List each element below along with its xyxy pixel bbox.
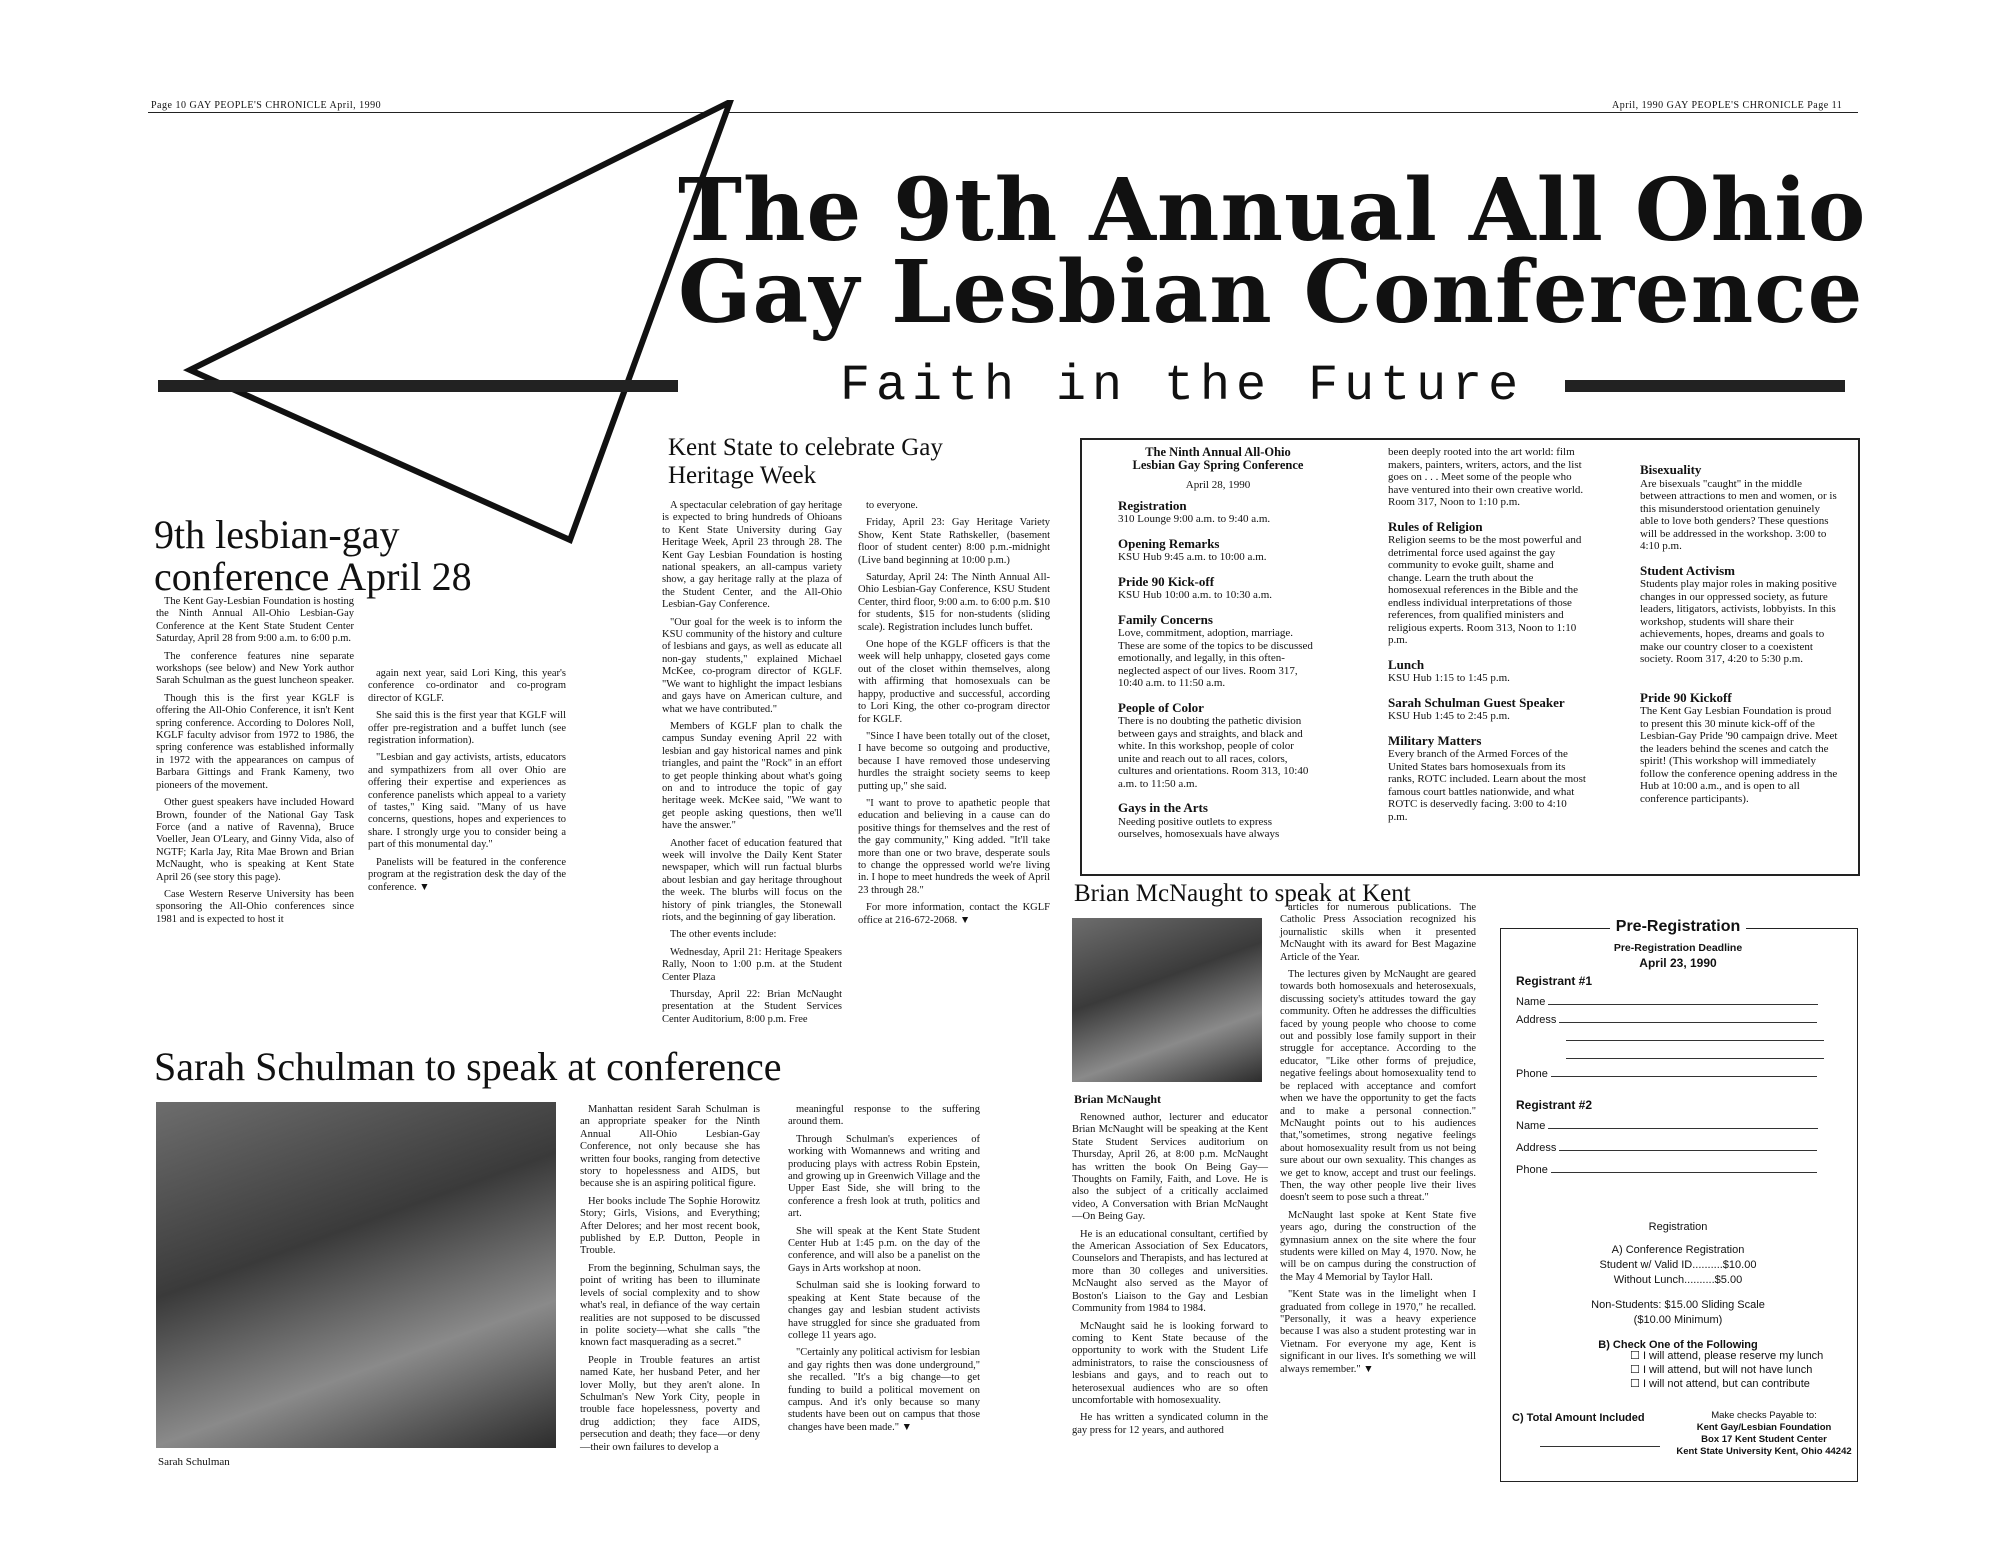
paragraph: Though this is the first year KGLF is offering the All-Ohio Conference, it isn't Kent spring conference. According to Dolores Noll, KGLF faculty advisor from 1972 to 1986, the spring conference was established informally in 1972 with the appearances on campus of Barbara Gittings and Frank Kameny, two pioneers of the movement. — [156, 692, 354, 791]
mcnaught-col2 — [1280, 902, 1476, 1381]
paragraph: He has written a syndicated column in the gay press for 12 years, and authored — [1072, 1412, 1268, 1436]
registration-label: Registration — [1648, 1221, 1708, 1233]
address-field-2[interactable]: Address — [1516, 1142, 1846, 1154]
schedule-col2 — [1388, 446, 1588, 835]
paragraph: meaningful response to the suffering around them. — [788, 1104, 980, 1128]
schedule-item: Bisexuality Are bisexuals "caught" in the middle between attractions to men and women, or is this misunderstood orientation genuinely able to love both genders? These questions will be addressed in the workshop. 3:00 to 4:10 p.m. — [1640, 462, 1837, 552]
paragraph: The other events include: — [670, 929, 777, 941]
mcnaught-photo — [1072, 918, 1262, 1082]
schedule-item: Gays in the Arts Needing positive outlets to express ourselves, homosexuals have always — [1118, 800, 1280, 840]
paragraph: "I want to prove to apathetic people that education and believing in a cause can do positive things for themselves and the rest of the gay community," King added. "It'll take more than one or two brave, desperate souls to change the oppressed world we're living in. I hope to meet hundreds the week of April 23 through 28." — [858, 797, 1050, 896]
schulman-photo — [156, 1102, 556, 1448]
schedule-header-line2: Lesbian Gay Spring Conference — [1132, 457, 1304, 472]
schulman-col2 — [788, 1104, 980, 1439]
paragraph: Friday, April 23: Gay Heritage Variety Show, Kent State Rathskeller, (basement floor of student center) 8:00 p.m.-midnight (Live band beginning at 10:00 p.m.) — [858, 517, 1050, 566]
paragraph: McNaught last spoke at Kent State five years ago, during the construction of the gymnasium annex on the site where the four students were killed on May 4, 1970. Now, he will be on campus during the construction of the May 4 Memorial by Taylor Hall. — [1280, 1209, 1476, 1283]
conference-headline: 9th lesbian-gay conference April 28 — [154, 512, 472, 599]
paragraph: From the beginning, Schulman says, the point of writing has been to illuminate levels of social complexity and to show what's real, in defiance of the way certain realities are not supposed to be discussed in polite society—what she calls "the known fact masquerading as a secret." — [580, 1262, 760, 1349]
name-field-1[interactable]: Name — [1516, 996, 1846, 1008]
paragraph: The Kent Gay-Lesbian Foundation is hosting the Ninth Annual All-Ohio Lesbian-Gay Conference at the Kent State Student Center Saturday, April 28 from 9:00 a.m. to 6:00 p.m. — [156, 596, 354, 645]
schedule-item: Rules of Religion Religion seems to be the most powerful and detrimental force used against the gay community to evoke guilt, shame and change. Learn the truth about the homosexual references in the Bible and the endless individual interpretations of those references, from qualified ministers and religious experts. Room 313, Noon to 1:10 p.m. — [1388, 518, 1582, 646]
org-name: Kent Gay/Lesbian Foundation — [1696, 1422, 1832, 1433]
paragraph: again next year, said Lori King, this year's conference co-ordinator and co-program director of KGLF. — [368, 668, 566, 704]
banner-title-line1: The 9th Annual All Ohio — [678, 160, 1867, 261]
fee-section — [1500, 1220, 1856, 1353]
registrant-1-label: Registrant #1 — [1516, 974, 1593, 988]
payable-label: Make checks Payable to: — [1711, 1410, 1817, 1421]
phone-field-1[interactable]: Phone — [1516, 1068, 1846, 1080]
schedule-col3 — [1640, 464, 1838, 817]
fee-student: Student w/ Valid ID..........$10.00 — [1599, 1259, 1757, 1271]
schulman-caption: Sarah Schulman — [158, 1456, 230, 1468]
total-amount-label: C) Total Amount Included — [1512, 1412, 1645, 1424]
paragraph: Schulman said she is looking forward to speaking at Kent State because of the changes gay and lesbian student activists have struggled for since she graduated from college 11 years ago. — [788, 1280, 980, 1341]
paragraph: For more information, contact the KGLF office at 216-672-2068. ▼ — [858, 902, 1050, 926]
paragraph: Members of KGLF plan to chalk the campus Sunday evening April 22 with lesbian and gay historical names and pink triangles, and paint the "Rock" in an effort to get people thinking about what's going on and to introduce the topic of gay heritage week. McKee said, "We want to get people asking questions, then we'll have the answer." — [662, 720, 842, 832]
banner-rule-left — [158, 380, 678, 392]
paragraph: Saturday, April 24: The Ninth Annual All-Ohio Lesbian-Gay Conference, KSU Student Center, third floor, 9:00 a.m. to 6:00 p.m. $10 for students, $15 for non-students (sliding scale). Registration includes lunch buffet. — [858, 572, 1050, 633]
paragraph: Wednesday, April 21: Heritage Speakers Rally, Noon to 1:00 p.m. at the Student Center Plaza — [662, 946, 842, 983]
pre-registration-title: Pre-Registration — [1610, 918, 1746, 935]
paragraph: "Kent State was in the limelight when I graduated from college in 1970," he recalled. "Personally, it was a heavy experience because I was also a student protesting war in Vietnam. For everyone my age, Kent is significant in our lives. It's something we will always remember." ▼ — [1280, 1289, 1476, 1375]
conference-article-col2 — [368, 668, 566, 899]
paragraph: Panelists will be featured in the conference program at the registration desk the day of the conference. ▼ — [368, 856, 566, 893]
paragraph: McNaught said he is looking forward to coming to Kent State because of the opportunity to work with the Student Life administrators, to raise the consciousness of lesbians and gays, and to reach out to heterosexual audiences who are so often uncomfortable with homosexuality. — [1072, 1320, 1268, 1406]
kent-headline: Kent State to celebrate Gay Heritage Week — [668, 434, 943, 489]
paragraph: "Our goal for the week is to inform the KSU community of the history and culture of lesbians and gays, as well as educate all non-gay students," explained Michael McKee, co-program director of KGLF. "We want to highlight the impact lesbians and gays have on American culture, and what we have contributed." — [662, 616, 842, 715]
banner-title-line2: Gay Lesbian Conference — [678, 242, 1864, 343]
page-folio-left: Page 10 GAY PEOPLE'S CHRONICLE April, 1990 — [151, 100, 382, 111]
paragraph: "Certainly any political activism for lesbian and gay rights then was done underground," she recalled. "It's a big change—to get funding to build a political movement on campus. And it's only because so many students have been out on campus that those changes have been made." ▼ — [788, 1347, 980, 1433]
checkbox-icon[interactable]: ☐ — [1630, 1364, 1640, 1376]
kent-article-col2 — [858, 500, 1050, 932]
paragraph: Renowned author, lecturer and educator Brian McNaught will be speaking at the Kent State Student Services auditorium on Thursday, April 26, at 8:00 p.m. McNaught has written the book On Being Gay—Thoughts on Family, Faith, and Love. He is also the subject of a critically acclaimed video, A Conversation with Brian McNaught—On Being Gay. — [1072, 1112, 1268, 1223]
address-field-1[interactable]: Address — [1516, 1014, 1846, 1026]
paragraph: One hope of the KGLF officers is that the week will help unhappy, closeted gays come out of the closet within themselves, along with affirming that homosexuals can be happy, productive and successful, according to Lori King, the other co-program director for KGLF. — [858, 639, 1050, 725]
option-attend-no-lunch[interactable]: ☐ I will attend, but will not have lunch — [1630, 1364, 1813, 1376]
paragraph: She will speak at the Kent State Student Center Hub at 1:45 p.m. on the day of the conference, and will also be a panelist on the Gays in Arts workshop at noon. — [788, 1225, 980, 1274]
banner-rule-right — [1565, 380, 1845, 392]
mcnaught-caption: Brian McNaught — [1074, 1092, 1161, 1106]
registrant-1-section — [1516, 974, 1846, 1184]
schedule-item: Family Concerns Love, commitment, adoption, marriage. These are some of the topics to be discussed emotionally, and legally, in this often-neglected aspect of our lives. Room 317, 10:40 a.m. to 11:50 a.m. — [1118, 611, 1313, 689]
deadline-label: Pre-Registration Deadline — [1613, 942, 1743, 954]
paragraph: to everyone. — [866, 500, 918, 511]
paragraph: Manhattan resident Sarah Schulman is an appropriate speaker for the Ninth Annual All-Ohio Lesbian-Gay Conference, not only because she has written four books, ranging from detective story to hopelessness and AIDS, but because she is an aspiring political figure. — [580, 1104, 760, 1190]
paragraph: The lectures given by McNaught are geared towards both homosexuals and heterosexuals, discussing society's attitudes toward the gay community. Often he addresses the difficulties faced by young people who choose to come out and possibly lose family support in their struggle for acceptance. According to the educator, "Like other forms of prejudice, negative feelings about homosexuality tend to be replaced with acceptance and comfort when we have the opportunity to get the facts and to make a personal connection." McNaught points out to his audiences that,"sometimes, strong negative feelings about homosexuality result from us not being sure about our own sexuality. This changes as we get to know, accept and trust our feelings. Then, the way other people live their lives doesn't seem to pose such a threat." — [1280, 969, 1476, 1204]
paragraph: Other guest speakers have included Howard Brown, founder of the National Gay Task Force (and a native of Ravenna), Bruce Voeller, Jean O'Leary, and Ginny Vida, also of NGTF; Karla Jay, Rita Mae Brown and Brian McNaught, who is speaking at Kent State April 26 (see story this page). — [156, 797, 354, 883]
schedule-item: Registration 310 Lounge 9:00 a.m. to 9:40 a.m. — [1118, 497, 1271, 525]
check-b-label: B) Check One of the Following — [1598, 1339, 1758, 1351]
schedule-item: People of Color There is no doubting the pathetic division between gays and straights, and black and white. In this workshop, people of color unite and reach out to all races, colors, cultures and orientations. Room 313, 10:40 a.m. to 11:50 a.m. — [1118, 699, 1309, 790]
checkbox-icon[interactable]: ☐ — [1630, 1378, 1640, 1390]
schedule-item: Lunch KSU Hub 1:15 to 1:45 p.m. — [1388, 656, 1510, 684]
paragraph: "Since I have been totally out of the closet, I have become so outgoing and productive, because I have removed those undeserving hurdles the straight society seems to keep putting up," she said. — [858, 730, 1050, 792]
fee-nonstudent: Non-Students: $15.00 Sliding Scale — [1591, 1299, 1765, 1311]
phone-field-2[interactable]: Phone — [1516, 1164, 1846, 1176]
kent-article-col1 — [662, 500, 842, 1031]
schulman-headline: Sarah Schulman to speak at conference — [154, 1044, 782, 1089]
schulman-col1 — [580, 1104, 760, 1459]
paragraph: The conference features nine separate workshops (see below) and New York author Sarah Schulman as the guest luncheon speaker. — [156, 650, 354, 687]
page-folio-right: April, 1990 GAY PEOPLE'S CHRONICLE Page 11 — [1612, 100, 1843, 111]
paragraph: Her books include The Sophie Horowitz Story; Girls, Visions, and Everything; After Delores; and her most recent book, published by E.P. Dutton, People in Trouble. — [580, 1195, 760, 1257]
options-list — [1630, 1349, 1850, 1391]
paragraph: Thursday, April 22: Brian McNaught presentation at the Student Services Center Auditorium, 8:00 p.m. Free — [662, 989, 842, 1025]
mcnaught-headline: Brian McNaught to speak at Kent — [1074, 880, 1411, 907]
fee-lunch: Without Lunch..........$5.00 — [1613, 1274, 1743, 1286]
schedule-date: April 28, 1990 — [1185, 479, 1251, 491]
fee-minimum: ($10.00 Minimum) — [1633, 1314, 1723, 1326]
paragraph: articles for numerous publications. The Catholic Press Association recognized his journalistic skills when it presented McNaught with its award for Best Magazine Article of the Year. — [1280, 902, 1476, 963]
deadline-date: April 23, 1990 — [1639, 956, 1717, 970]
registrant-2-label: Registrant #2 — [1516, 1098, 1593, 1112]
mailing-info — [1676, 1410, 1852, 1458]
paragraph: She said this is the first year that KGLF will offer pre-registration and a buffet lunch (see registration information). — [368, 710, 566, 747]
address-line-1b[interactable] — [1516, 1032, 1846, 1044]
banner-subtitle: Faith in the Future — [834, 362, 1530, 412]
schedule-col1 — [1118, 446, 1318, 853]
schedule-item: Pride 90 Kick-off KSU Hub 10:00 a.m. to 10:30 a.m. — [1118, 573, 1272, 601]
paragraph: A spectacular celebration of gay heritage is expected to bring hundreds of Ohioans to Kent State University during Gay Heritage Week, April 23 through 28. The Kent Gay Lesbian Foundation is hosting national speakers, an all-campus variety show, a gay heritage rally at the plaza of the Student Center, and the All-Ohio Lesbian-Gay Conference. — [662, 500, 842, 611]
option-attend-lunch[interactable]: ☐ I will attend, please reserve my lunch — [1630, 1350, 1824, 1362]
paragraph: "Lesbian and gay activists, artists, educators and sympathizers from all over Ohio are offering their expertise and experiences as conference panelists which appeal to a variety of tastes," King said. "Many of us have concerns, questions, hopes and experiences to share. I strongly urge you to consider being a part of this monumental day." — [368, 752, 566, 851]
schedule-item: Student Activism Students play major roles in making positive changes in our oppressed society, as future leaders, litigators, activists, lobbyists. In this workshop, students will share their achievements, hopes, dreams and goals to make our country closer to a coexistent society. Room 317, 4:20 to 5:30 p.m. — [1640, 562, 1837, 665]
conference-article-col1 — [156, 596, 354, 931]
name-field-2[interactable]: Name — [1516, 1120, 1846, 1132]
paragraph: People in Trouble features an artist named Kate, her husband Peter, and her lover Molly, but they aren't alone. In Schulman's New York City, people in trouble face hopelessness, poverty and drug addiction; they face AIDS, persecution and death; they face—or deny—their own failures to develop a — [580, 1354, 760, 1453]
schedule-item: Opening Remarks KSU Hub 9:45 a.m. to 10:00 a.m. — [1118, 535, 1267, 563]
schedule-item: Sarah Schulman Guest Speaker KSU Hub 1:45 to 2:45 p.m. — [1388, 694, 1565, 722]
address-line-1c[interactable] — [1516, 1050, 1846, 1062]
option-contribute[interactable]: ☐ I will not attend, but can contribute — [1630, 1378, 1810, 1390]
total-amount-field[interactable] — [1540, 1446, 1660, 1447]
schedule-item: Pride 90 Kickoff The Kent Gay Lesbian Foundation is proud to present this 30 minute kick-off of the Lesbian-Gay Pride '90 campaign drive. Meet the leaders behind the scenes and catch the spirit! (This workshop will immediately follow the conference opening address in the Hub at 10:00 a.m., and is open to all conference participants). — [1640, 689, 1838, 805]
paragraph: Another facet of education featured that week will involve the Daily Kent Stater newspaper, which will run factual blurbs about lesbian and gay heritage throughout the week. The blurbs will focus on the history of pink triangles, the Stonewall riots, and the beginning of gay liberation. — [662, 837, 842, 923]
fee-a: A) Conference Registration — [1611, 1244, 1745, 1256]
paragraph: Through Schulman's experiences of working with Womannews and writing and producing plays with actress Robin Epstein, and growing up in Greenwich Village and the Upper East Side, she will bring to the conference a fresh look at truth, politics and art. — [788, 1133, 980, 1220]
mcnaught-col1 — [1072, 1112, 1268, 1442]
schedule-item: been deeply rooted into the art world: film makers, painters, writers, actors, and the list goes on . . . Meet some of the people who have ventured into their own creative world. Room 317, Noon to 1:10 p.m. — [1388, 446, 1584, 508]
schedule-item: Military Matters Every branch of the Armed Forces of the United States bars homosexuals from its ranks, ROTC included. Learn about the most famous court battles nationwide, and what ROTC is deservedly facing. 3:00 to 4:10 p.m. — [1388, 732, 1586, 823]
triangle-graphic — [150, 100, 750, 570]
checkbox-icon[interactable]: ☐ — [1630, 1350, 1640, 1362]
paragraph: Case Western Reserve University has been sponsoring the All-Ohio conferences since 1981 and is expected to host it — [156, 888, 354, 925]
city-address: Kent State University Kent, Ohio 44242 — [1676, 1446, 1852, 1457]
box-address: Box 17 Kent Student Center — [1701, 1434, 1827, 1445]
schedule-header-line1: The Ninth Annual All-Ohio — [1145, 445, 1291, 459]
paragraph: He is an educational consultant, certified by the American Association of Sex Educators, Counselors and Therapists, and has lectured at more than 30 colleges and universities. McNaught also served as the Mayor of Boston's Liaison to the Gay and Lesbian Community from 1984 to 1984. — [1072, 1228, 1268, 1315]
